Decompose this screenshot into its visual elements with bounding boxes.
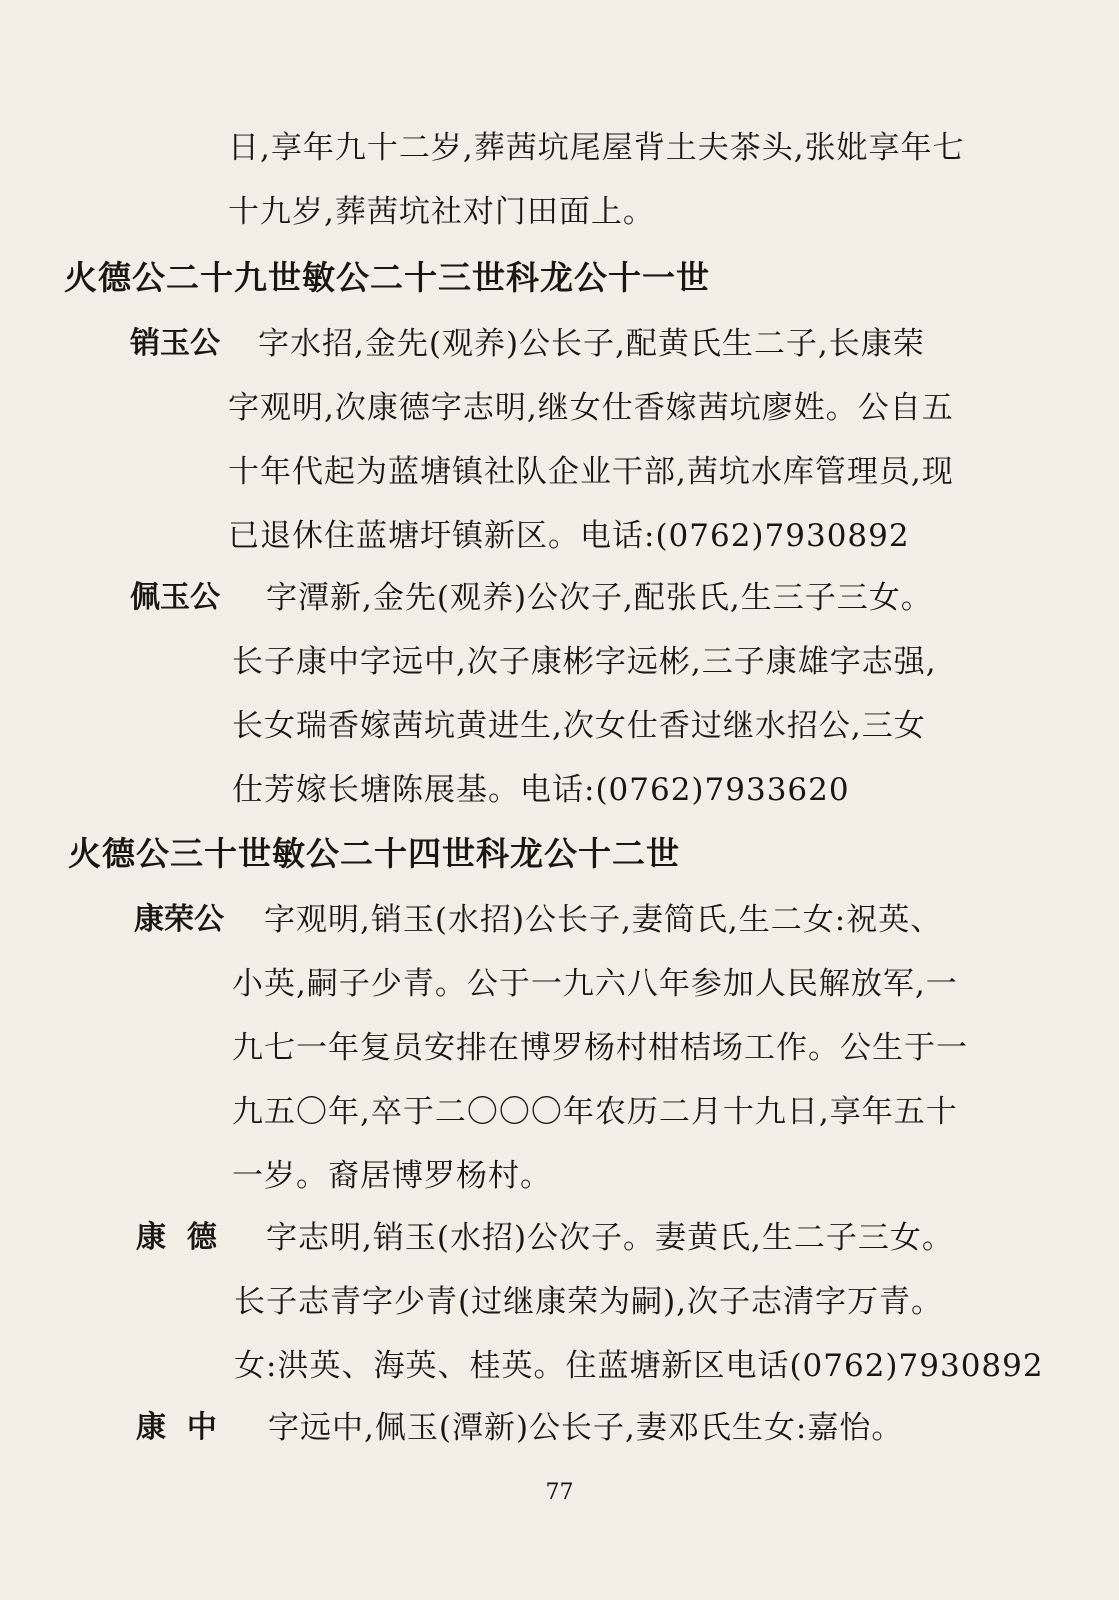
entry-line: 长子康中字远中,次子康彬字远彬,三子康雄字志强, <box>232 644 937 680</box>
entry-line: 字观明,次康德字志明,继女仕香嫁茜坑廖姓。公自五 <box>228 390 954 426</box>
entry-name: 康荣公 <box>134 902 224 937</box>
entry-name: 康 德 <box>136 1220 217 1255</box>
entry-line: 九五〇年,卒于二〇〇〇年农历二月十九日,享年五十 <box>232 1094 958 1130</box>
entry-line: 十年代起为蓝塘镇社队企业干部,茜坑水库管理员,现 <box>228 454 954 490</box>
entry-name: 佩玉公 <box>130 580 220 615</box>
entry-name: 销玉公 <box>130 326 220 361</box>
entry-line: 字志明,销玉(水招)公次子。妻黄氏,生二子三女。 <box>266 1220 954 1256</box>
entry-line: 字潭新,金先(观养)公次子,配张氏,生三子三女。 <box>266 580 933 616</box>
entry-line: 小英,嗣子少青。公于一九六八年参加人民解放军,一 <box>232 966 958 1002</box>
entry-line: 字观明,销玉(水招)公长子,妻简氏,生二女:祝英、 <box>264 902 943 938</box>
entry-line: 女:洪英、海英、桂英。住蓝塘新区电话(0762)7930892 <box>234 1348 1044 1384</box>
entry-line: 已退休住蓝塘圩镇新区。电话:(0762)7930892 <box>228 518 910 554</box>
entry-line: 仕芳嫁长塘陈展基。电话:(0762)7933620 <box>232 772 850 808</box>
generation-heading: 火德公二十九世敏公二十三世科龙公十一世 <box>64 258 710 297</box>
entry-line: 长子志青字少青(过继康荣为嗣),次子志清字万青。 <box>234 1284 944 1320</box>
generation-heading: 火德公三十世敏公二十四世科龙公十二世 <box>68 834 680 873</box>
entry-line: 长女瑞香嫁茜坑黄进生,次女仕香过继水招公,三女 <box>232 708 926 744</box>
continuation-line: 十九岁,葬茜坑社对门田面上。 <box>228 194 655 230</box>
entry-line: 一岁。裔居博罗杨村。 <box>232 1158 552 1194</box>
entry-name: 康 中 <box>136 1410 217 1445</box>
entry-line: 字水招,金先(观养)公长子,配黄氏生二子,长康荣 <box>258 326 925 362</box>
continuation-line: 日,享年九十二岁,葬茜坑尾屋背土夫茶头,张妣享年七 <box>228 130 965 166</box>
entry-line: 九七一年复员安排在博罗杨村柑桔场工作。公生于一 <box>232 1030 968 1066</box>
page-number: 77 <box>545 1480 574 1505</box>
entry-line: 字远中,佩玉(潭新)公长子,妻邓氏生女:嘉怡。 <box>268 1410 904 1446</box>
